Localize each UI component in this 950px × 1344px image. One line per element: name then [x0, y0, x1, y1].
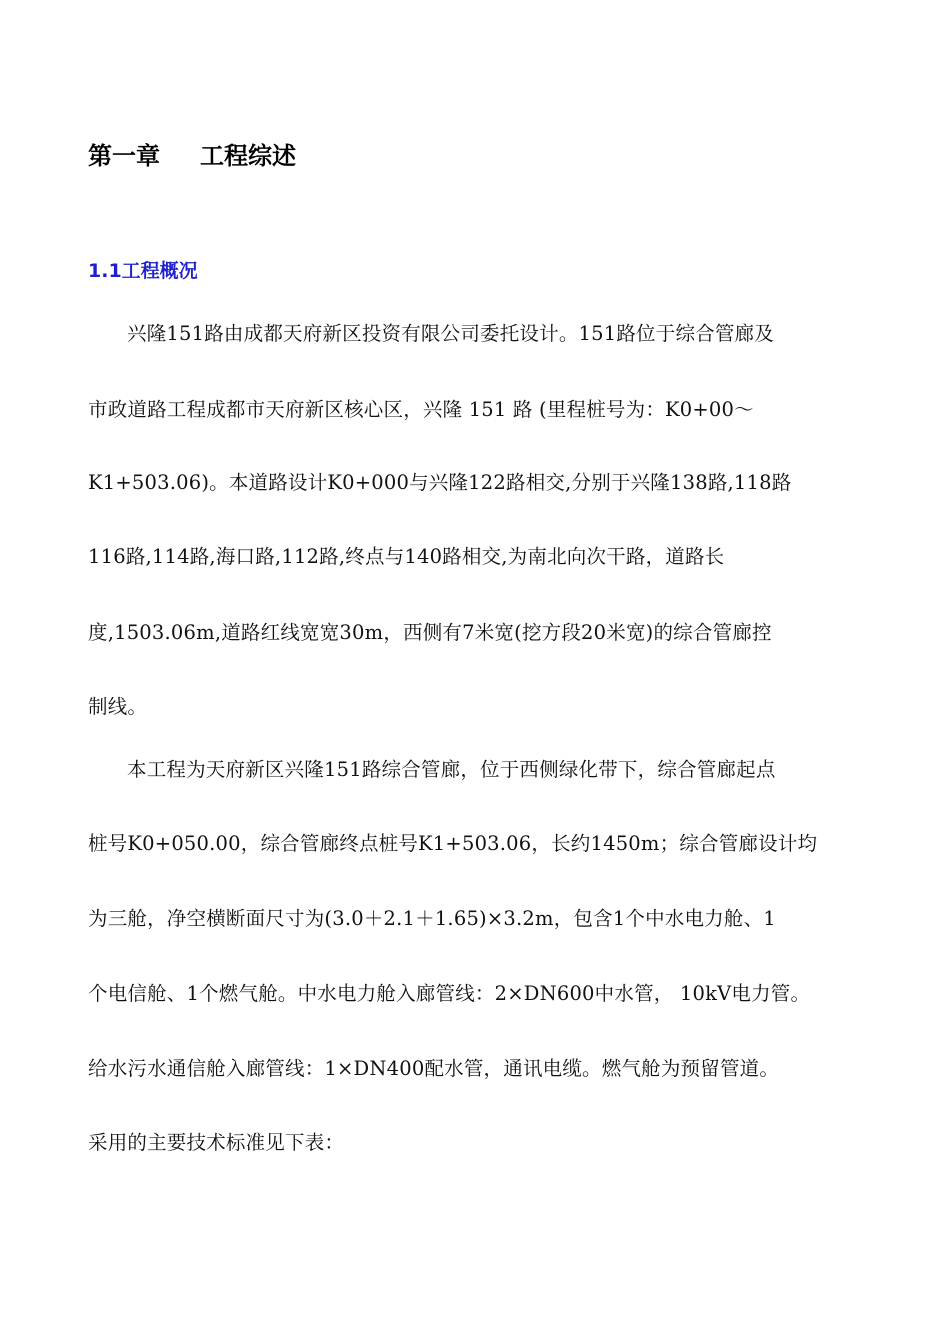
paragraph1-line-1: 兴隆151路由成都天府新区投资有限公司委托设计。151路位于综合管廊及: [127, 322, 774, 345]
paragraph2-line-3: 为三舱，净空横断面尺寸为(3.0＋2.1＋1.65)×3.2m，包含1个中水电力舱、1: [88, 907, 776, 930]
paragraph1-line-4: 116路,114路,海口路,112路,终点与140路相交,为南北向次干路，道路长: [88, 545, 725, 568]
paragraph2-line-1: 本工程为天府新区兴隆151路综合管廊，位于西侧绿化带下，综合管廊起点: [127, 758, 776, 781]
chapter-number: 第一章: [88, 142, 160, 170]
paragraph1-line-2: 市政道路工程成都市天府新区核心区，兴隆 151 路 (里程桩号为：K0+00～: [88, 398, 754, 421]
paragraph1-line-6: 制线。: [88, 695, 148, 718]
paragraph2-line-2: 桩号K0+050.00，综合管廊终点桩号K1+503.06，长约1450m；综合管廊设计均: [88, 832, 818, 855]
paragraph1-line-5: 度,1503.06m,道路红线宽宽30m，西侧有7米宽(挖方段20米宽)的综合管廊控: [88, 621, 772, 644]
chapter-heading: [88, 136, 296, 171]
section-heading: 1.1工程概况: [88, 260, 198, 282]
paragraph2-line-5: 给水污水通信舱入廊管线：1×DN400配水管，通讯电缆。燃气舱为预留管道。: [88, 1057, 780, 1080]
paragraph2-line-4: 个电信舱、1个燃气舱。中水电力舱入廊管线：2×DN600中水管， 10kV电力管。: [88, 982, 811, 1005]
paragraph2-line-6: 采用的主要技术标准见下表：: [88, 1131, 345, 1154]
chapter-title: 工程综述: [200, 142, 296, 170]
paragraph1-line-3: K1+503.06)。本道路设计K0+000与兴隆122路相交,分别于兴隆138路,118路: [88, 471, 792, 494]
